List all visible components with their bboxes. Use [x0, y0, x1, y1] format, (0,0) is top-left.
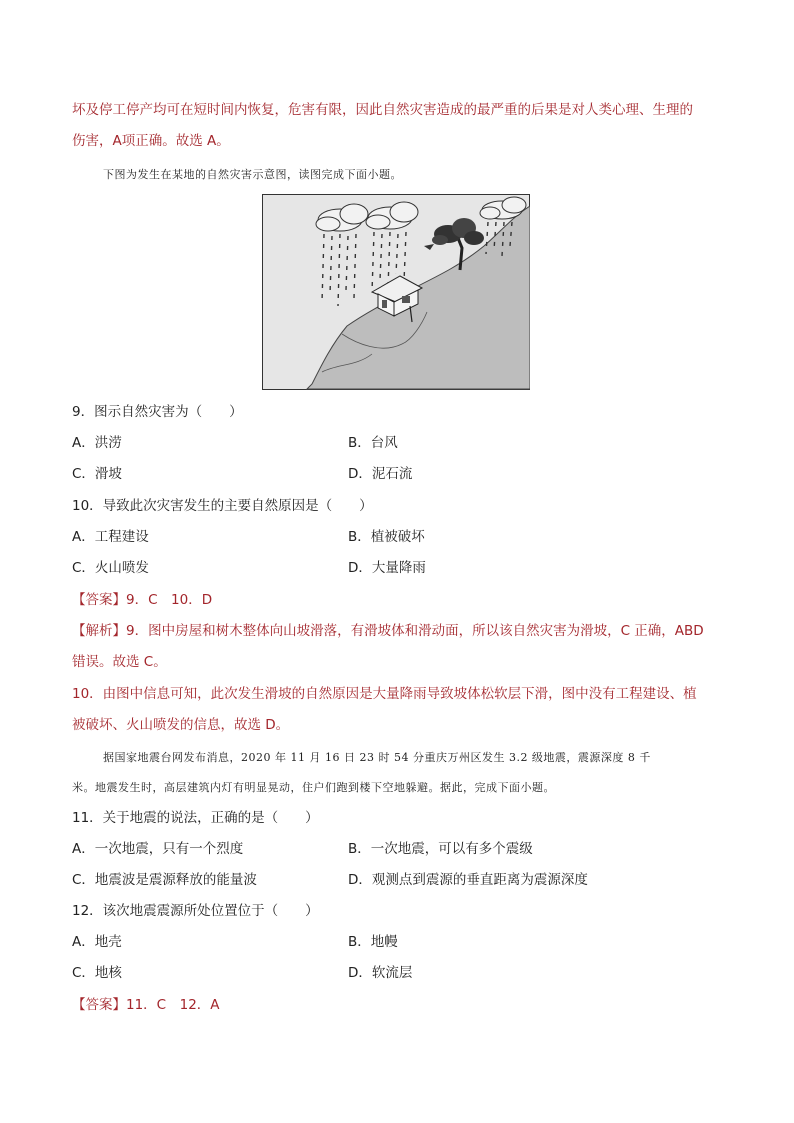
earthquake-intro-line-2: 米。地震发生时，高层建筑内灯有明显晃动，住户们跑到楼下空地躲避。据此，完成下面小题。	[72, 781, 555, 794]
q11-option-d: D．观测点到震源的垂直距离为震源深度	[348, 872, 588, 888]
q9-option-d: D．泥石流	[348, 466, 413, 482]
analysis-text-1: 9．图中房屋和树木整体向山坡滑落，有滑坡体和滑动面，所以该自然灾害为滑坡，C 正确，ABD	[126, 623, 704, 639]
landslide-illustration	[262, 194, 530, 390]
answer-block-2	[72, 995, 220, 1015]
question-11-stem: 11．关于地震的说法，正确的是（ ）	[72, 810, 319, 826]
analysis-line-1	[72, 621, 704, 641]
q10-option-c: C．火山喷发	[72, 560, 149, 576]
continuation-line-2: 伤害，A项正确。故选 A。	[72, 133, 230, 149]
earthquake-intro-line-1: 据国家地震台网发布消息，2020 年 11 月 16 日 23 时 54 分重庆万州区发生 3.2 级地震，震源深度 8 千	[103, 751, 651, 764]
answer-tag: 【答案】	[72, 592, 126, 608]
continuation-line-1: 坏及停工停产均可在短时间内恢复，危害有限，因此自然灾害造成的最严重的后果是对人类心理、生理的	[72, 102, 693, 118]
q11-option-b: B．一次地震，可以有多个震级	[348, 841, 533, 857]
q12-option-a: A．地壳	[72, 934, 122, 950]
q12-option-c: C．地核	[72, 965, 122, 981]
answer-block-1	[72, 590, 212, 610]
analysis-line-3: 10．由图中信息可知，此次发生滑坡的自然原因是大量降雨导致坡体松软层下滑，图中没有工程建设、植	[72, 686, 697, 702]
question-10-stem: 10．导致此次灾害发生的主要自然原因是（ ）	[72, 498, 373, 514]
q9-option-c: C．滑坡	[72, 466, 122, 482]
q10-option-d: D．大量降雨	[348, 560, 426, 576]
question-12-stem: 12．该次地震震源所处位置位于（ ）	[72, 903, 319, 919]
q12-option-b: B．地幔	[348, 934, 398, 950]
analysis-line-2: 错误。故选 C。	[72, 654, 167, 670]
q9-option-b: B．台风	[348, 435, 398, 451]
answer-text: 9．C 10．D	[126, 592, 213, 608]
question-9-stem: 9．图示自然灾害为（ ）	[72, 404, 243, 420]
q10-option-b: B．植被破坏	[348, 529, 425, 545]
q11-option-c: C．地震波是震源释放的能量波	[72, 872, 257, 888]
q12-option-d: D．软流层	[348, 965, 413, 981]
answer-text: 11．C 12．A	[126, 997, 220, 1013]
disaster-figure	[262, 194, 530, 390]
q11-option-a: A．一次地震，只有一个烈度	[72, 841, 244, 857]
q9-option-a: A．洪涝	[72, 435, 122, 451]
analysis-tag: 【解析】	[72, 623, 126, 639]
answer-tag: 【答案】	[72, 997, 126, 1013]
analysis-line-4: 被破坏、火山喷发的信息，故选 D。	[72, 717, 290, 733]
q10-option-a: A．工程建设	[72, 529, 149, 545]
figure-intro: 下图为发生在某地的自然灾害示意图，读图完成下面小题。	[103, 168, 402, 181]
